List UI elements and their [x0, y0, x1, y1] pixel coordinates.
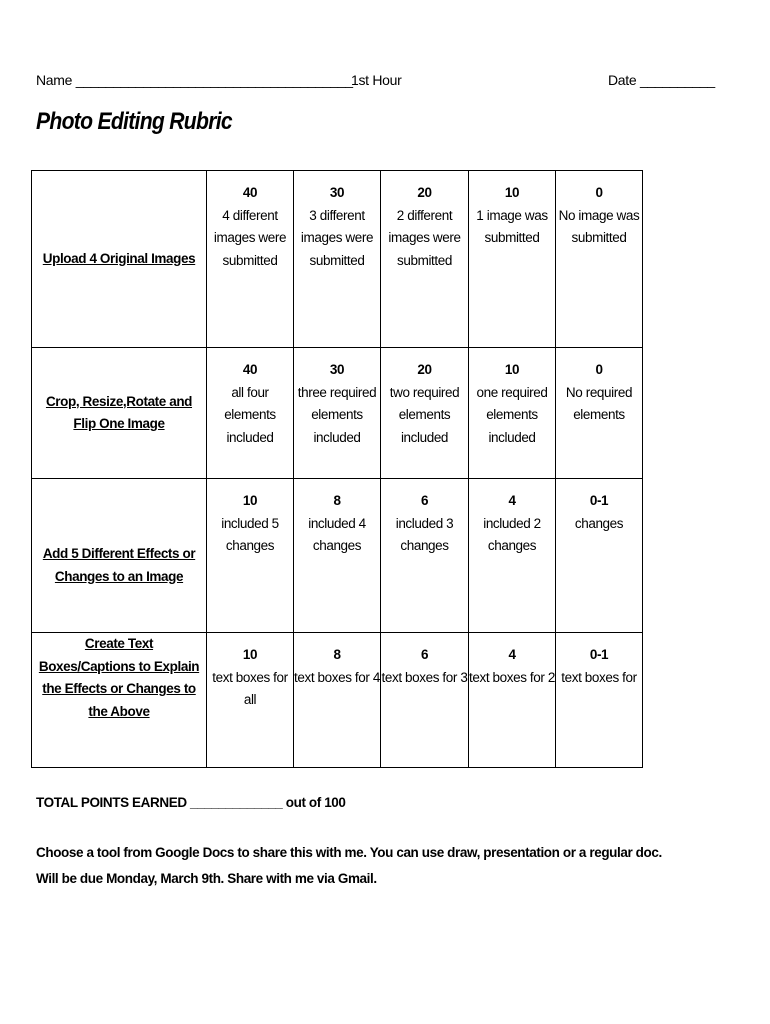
- score-points: 20: [417, 185, 432, 200]
- rubric-row: [32, 633, 643, 768]
- rubric-score-cell: [556, 171, 643, 348]
- score-points: 4: [508, 647, 516, 662]
- rubric-score-cell: [207, 171, 294, 348]
- score-points: 10: [504, 362, 520, 377]
- score-description: two required elements included: [389, 384, 460, 445]
- score-points: 0: [595, 185, 603, 200]
- score-points: 40: [242, 185, 258, 200]
- score-description: 2 different images were submitted: [388, 207, 461, 268]
- score-points: 6: [420, 647, 429, 662]
- score-description: No required elements: [565, 384, 633, 422]
- score-description: 4 different images were submitted: [213, 207, 287, 268]
- score-description: 3 different images were submitted: [300, 207, 374, 268]
- rubric-criterion: Crop, Resize,Rotate and Flip One Image: [32, 348, 207, 479]
- score-description: included 4 changes: [308, 515, 366, 553]
- rubric-score-cell: [207, 348, 294, 479]
- rubric-score-cell: [381, 633, 469, 768]
- score-points: 10: [242, 647, 258, 662]
- score-description: included 5 changes: [221, 515, 279, 553]
- due-date-note: Will be due Monday, March 9th. Share with me via Gmail.: [36, 871, 377, 886]
- rubric-row: [32, 171, 643, 348]
- rubric-score-cell: [556, 633, 643, 768]
- score-points: 6: [420, 493, 429, 508]
- name-field: Name _____________________________________: [36, 72, 353, 88]
- score-description: changes: [574, 515, 624, 531]
- rubric-score-cell: [381, 348, 469, 479]
- rubric-criterion: Upload 4 Original Images: [32, 171, 207, 348]
- score-points: 0-1: [589, 647, 609, 662]
- rubric-score-cell: [294, 348, 381, 479]
- rubric-score-cell: [469, 171, 556, 348]
- score-description: text boxes for 2: [469, 669, 555, 685]
- rubric-score-cell: [556, 348, 643, 479]
- total-points: TOTAL POINTS EARNED _____________ out of 100: [36, 795, 346, 810]
- score-points: 0-1: [589, 493, 609, 508]
- score-description: text boxes for 3: [381, 669, 468, 685]
- score-points: 40: [242, 362, 258, 377]
- score-description: all four elements included: [224, 384, 276, 445]
- rubric-score-cell: [469, 633, 556, 768]
- date-field: Date __________: [608, 72, 715, 88]
- score-description: text boxes for 4: [294, 669, 380, 685]
- class-hour: 1st Hour: [351, 72, 402, 88]
- score-description: included 3 changes: [395, 515, 454, 553]
- score-description: text boxes for: [561, 669, 637, 685]
- score-points: 10: [242, 493, 258, 508]
- rubric-score-cell: [556, 479, 643, 633]
- score-description: No image was submitted: [558, 207, 640, 245]
- rubric-criterion: Create Text Boxes/Captions to Explain the Effects or Changes to the Above: [32, 633, 207, 768]
- score-description: one required elements included: [476, 384, 548, 445]
- rubric-row: [32, 348, 643, 479]
- page-title: Photo Editing Rubric: [36, 108, 232, 135]
- score-description: three required elements included: [297, 384, 377, 445]
- rubric-score-cell: [469, 348, 556, 479]
- rubric-score-cell: [294, 633, 381, 768]
- score-points: 30: [329, 362, 345, 377]
- score-points: 8: [333, 493, 341, 508]
- rubric-score-cell: [207, 633, 294, 768]
- rubric-score-cell: [294, 171, 381, 348]
- score-points: 30: [329, 185, 345, 200]
- score-description: text boxes for all: [212, 669, 288, 707]
- instructions-note: Choose a tool from Google Docs to share this with me. You can use draw, presentation or a regular doc.: [36, 845, 662, 860]
- rubric-score-cell: [207, 479, 294, 633]
- rubric-row: [32, 479, 643, 633]
- score-points: 4: [508, 493, 516, 508]
- score-description: included 2 changes: [483, 515, 541, 553]
- rubric-table: [31, 170, 643, 768]
- score-points: 0: [595, 362, 603, 377]
- rubric-score-cell: [469, 479, 556, 633]
- score-description: 1 image was submitted: [476, 207, 548, 245]
- score-points: 20: [417, 362, 432, 377]
- score-points: 10: [504, 185, 520, 200]
- score-points: 8: [333, 647, 341, 662]
- rubric-criterion: Add 5 Different Effects or Changes to an Image: [32, 479, 207, 633]
- rubric-score-cell: [381, 171, 469, 348]
- rubric-score-cell: [381, 479, 469, 633]
- rubric-score-cell: [294, 479, 381, 633]
